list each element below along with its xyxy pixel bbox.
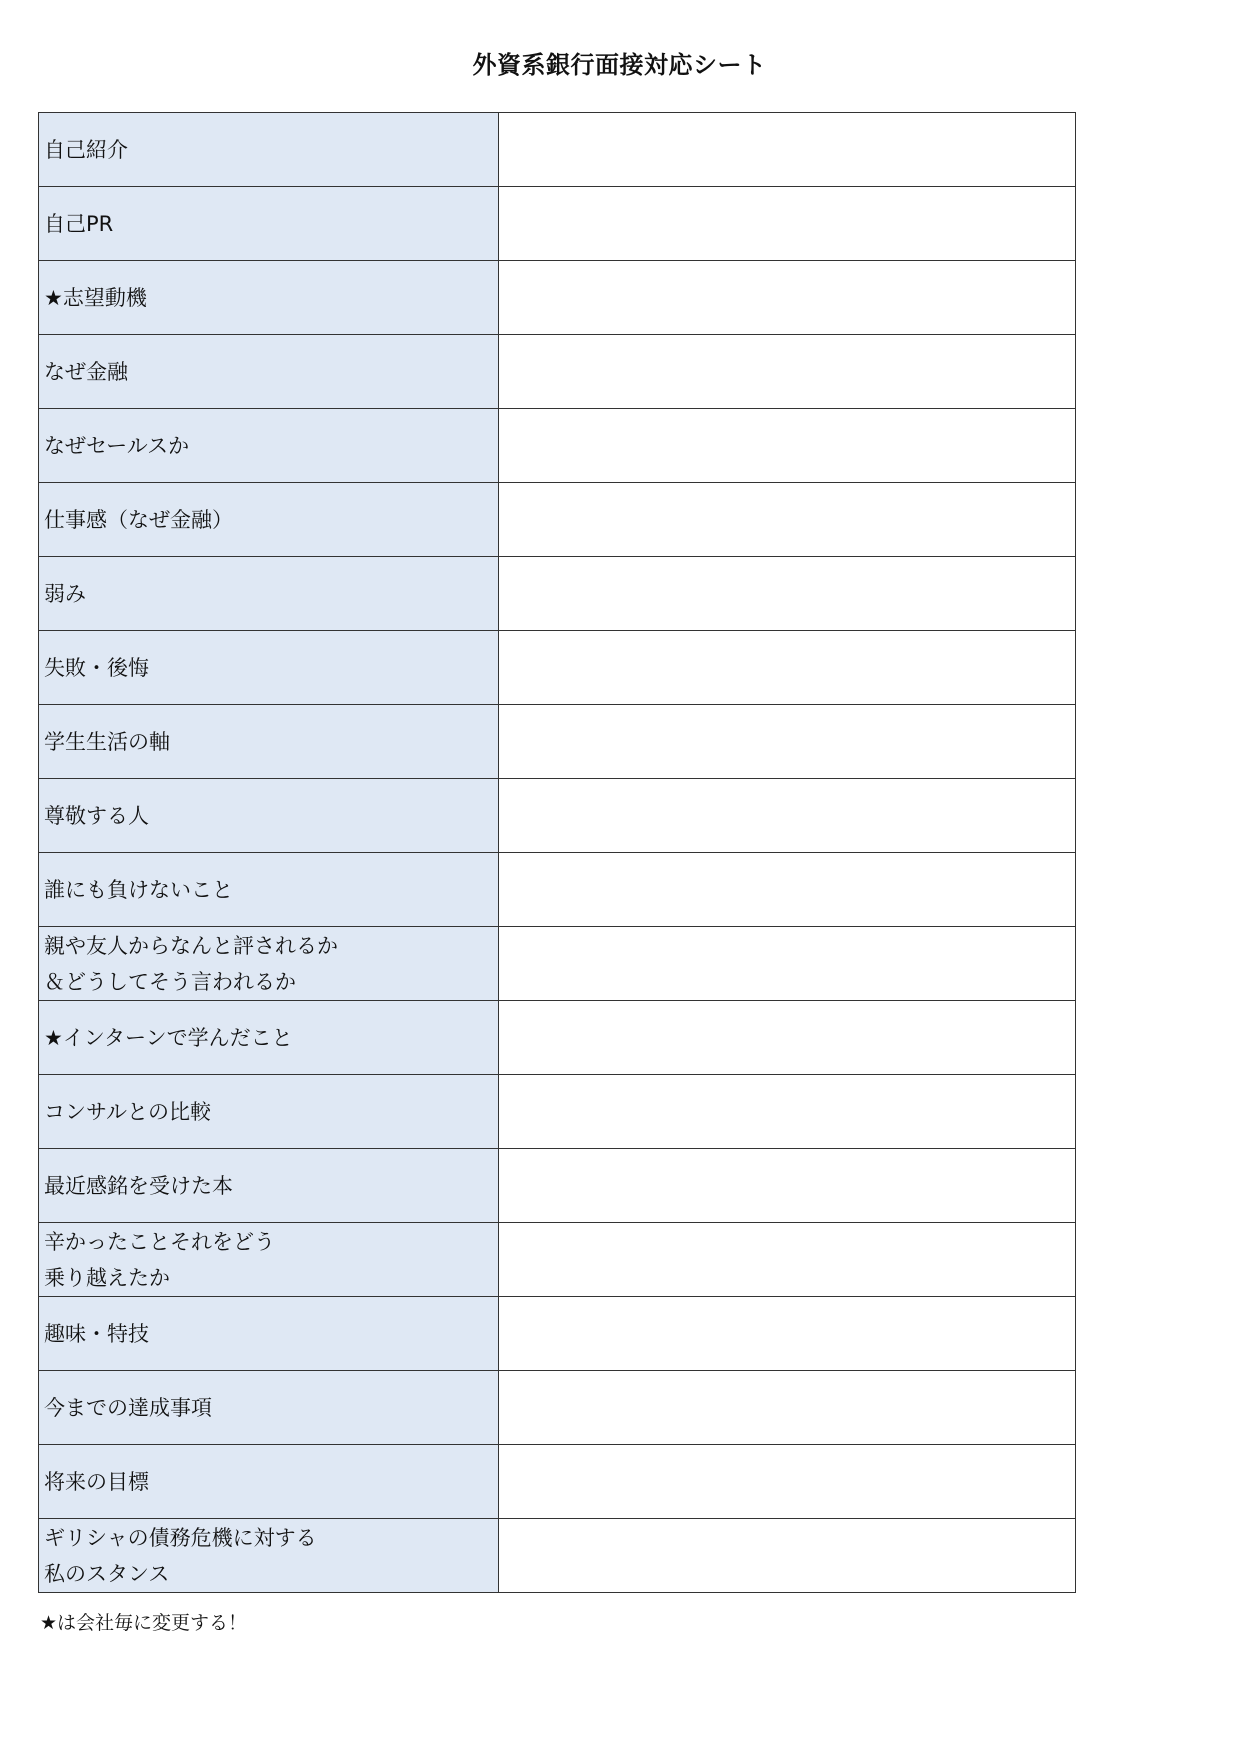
question-text: ★志望動機 — [44, 285, 147, 310]
table-row — [39, 187, 1076, 261]
table-row — [39, 927, 1076, 1001]
question-label — [39, 1223, 499, 1297]
question-text: 私のスタンス — [44, 1561, 170, 1586]
question-text: ＆どうしてそう言われるか — [44, 969, 296, 994]
sheet-body — [39, 113, 1076, 1593]
question-label — [39, 1371, 499, 1445]
question-text: 自己紹介 — [44, 137, 128, 162]
question-label — [39, 1075, 499, 1149]
question-label — [39, 1519, 499, 1593]
question-text: ★インターンで学んだこと — [44, 1025, 293, 1050]
interview-sheet-table — [38, 112, 1076, 1593]
question-label — [39, 853, 499, 927]
table-row — [39, 1371, 1076, 1445]
question-text: 失敗・後悔 — [44, 655, 149, 680]
answer-cell[interactable] — [499, 557, 1076, 631]
question-text: 尊敬する人 — [44, 803, 149, 828]
answer-cell[interactable] — [499, 409, 1076, 483]
question-label — [39, 1445, 499, 1519]
question-text: 弱み — [44, 581, 86, 606]
table-row — [39, 483, 1076, 557]
table-row — [39, 853, 1076, 927]
table-row — [39, 409, 1076, 483]
answer-cell[interactable] — [499, 113, 1076, 187]
table-row — [39, 1519, 1076, 1593]
answer-cell[interactable] — [499, 631, 1076, 705]
table-row — [39, 1445, 1076, 1519]
question-text: 辛かったことそれをどう — [44, 1229, 275, 1254]
question-text: 親や友人からなんと評されるか — [44, 933, 338, 958]
question-label — [39, 113, 499, 187]
question-text: 最近感銘を受けた本 — [44, 1173, 233, 1198]
answer-cell[interactable] — [499, 1149, 1076, 1223]
answer-cell[interactable] — [499, 1297, 1076, 1371]
question-label — [39, 927, 499, 1001]
question-label — [39, 335, 499, 409]
table-row — [39, 1297, 1076, 1371]
table-row — [39, 335, 1076, 409]
question-label — [39, 1297, 499, 1371]
question-text: 今までの達成事項 — [44, 1395, 212, 1420]
question-label — [39, 705, 499, 779]
question-label — [39, 779, 499, 853]
answer-cell[interactable] — [499, 1075, 1076, 1149]
answer-cell[interactable] — [499, 187, 1076, 261]
question-label — [39, 1149, 499, 1223]
answer-cell[interactable] — [499, 1519, 1076, 1593]
answer-cell[interactable] — [499, 1445, 1076, 1519]
table-row — [39, 1001, 1076, 1075]
answer-cell[interactable] — [499, 1223, 1076, 1297]
question-text: 乗り越えたか — [44, 1265, 170, 1290]
question-label — [39, 557, 499, 631]
question-text: ギリシャの債務危機に対する — [44, 1525, 317, 1550]
question-text: 仕事感（なぜ金融） — [44, 507, 233, 532]
question-label — [39, 631, 499, 705]
page-title: 外資系銀行面接対応シート — [472, 51, 767, 79]
question-label — [39, 1001, 499, 1075]
question-label — [39, 409, 499, 483]
question-text: コンサルとの比較 — [44, 1099, 211, 1124]
question-text: 趣味・特技 — [44, 1321, 149, 1346]
question-text: 誰にも負けないこと — [44, 877, 233, 902]
answer-cell[interactable] — [499, 261, 1076, 335]
table-row — [39, 1149, 1076, 1223]
table-row — [39, 557, 1076, 631]
table-row — [39, 261, 1076, 335]
answer-cell[interactable] — [499, 1371, 1076, 1445]
question-text: 自己PR — [44, 211, 114, 236]
question-text: なぜ金融 — [44, 359, 128, 384]
table-row — [39, 1223, 1076, 1297]
question-label — [39, 261, 499, 335]
question-label — [39, 483, 499, 557]
table-row — [39, 1075, 1076, 1149]
answer-cell[interactable] — [499, 779, 1076, 853]
question-text: 学生生活の軸 — [44, 729, 170, 754]
table-row — [39, 631, 1076, 705]
answer-cell[interactable] — [499, 853, 1076, 927]
answer-cell[interactable] — [499, 483, 1076, 557]
question-text: なぜセールスか — [44, 433, 190, 458]
table-row — [39, 705, 1076, 779]
answer-cell[interactable] — [499, 335, 1076, 409]
table-row — [39, 113, 1076, 187]
question-label — [39, 187, 499, 261]
answer-cell[interactable] — [499, 927, 1076, 1001]
table-row — [39, 779, 1076, 853]
question-text: 将来の目標 — [44, 1469, 149, 1494]
answer-cell[interactable] — [499, 705, 1076, 779]
footnote: ★は会社毎に変更する！ — [40, 1612, 248, 1634]
answer-cell[interactable] — [499, 1001, 1076, 1075]
